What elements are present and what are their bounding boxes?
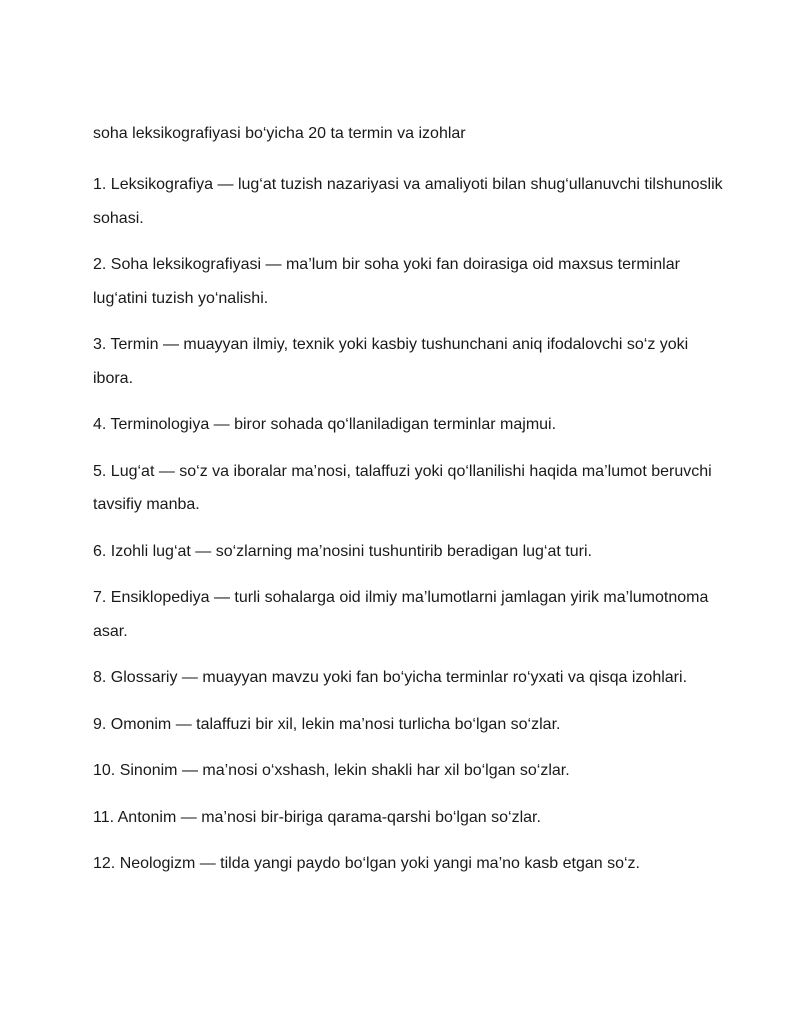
term-entry-3: 3. Termin — muayyan ilmiy, texnik yoki kasbiy tushunchani aniq ifodalovchi so‘z yoki ibora. [93, 336, 689, 387]
term-entry-8: 8. Glossariy — muayyan mavzu yoki fan bo‘yicha terminlar ro‘yxati va qisqa izohlari. [93, 669, 688, 686]
term-entry-2: 2. Soha leksikografiyasi — ma’lum bir soha yoki fan doirasiga oid maxsus terminlar lug‘atini tuzish yo‘nalishi. [93, 256, 680, 307]
term-entry-9: 9. Omonim — talaffuzi bir xil, lekin ma’nosi turlicha bo‘lgan so‘zlar. [93, 715, 561, 733]
term-entry-5: 5. Lug‘at — so‘z va iboralar ma’nosi, talaffuzi yoki qo‘llanilishi haqida ma’lumot beruvchi tavsifiy manba. [93, 462, 712, 513]
document-title: soha leksikografiyasi bo‘yicha 20 ta termin va izohlar [93, 125, 466, 142]
term-entry-6: 6. Izohli lug‘at — so‘zlarning ma’nosini tushuntirib beradigan lug‘at turi. [93, 542, 592, 560]
term-entry-11: 11. Antonim — ma’nosi bir-biriga qarama-qarshi bo‘lgan so‘zlar. [93, 808, 541, 826]
term-entry-10: 10. Sinonim — ma’nosi o‘xshash, lekin shakli har xil bo‘lgan so‘zlar. [93, 762, 570, 779]
term-entry-7: 7. Ensiklopediya — turli sohalarga oid ilmiy ma’lumotlarni jamlagan yirik ma’lumotnoma asar. [93, 589, 709, 640]
term-entry-12: 12. Neologizm — tilda yangi paydo bo‘lgan yoki yangi ma’no kasb etgan so‘z. [93, 855, 640, 872]
term-entry-4: 4. Terminologiya — biror sohada qo‘llaniladigan terminlar majmui. [93, 416, 557, 433]
document-body [93, 121, 723, 894]
term-entry-1: 1. Leksikografiya — lug‘at tuzish nazariyasi va amaliyoti bilan shug‘ullanuvchi tilshunoslik sohasi. [93, 176, 723, 227]
